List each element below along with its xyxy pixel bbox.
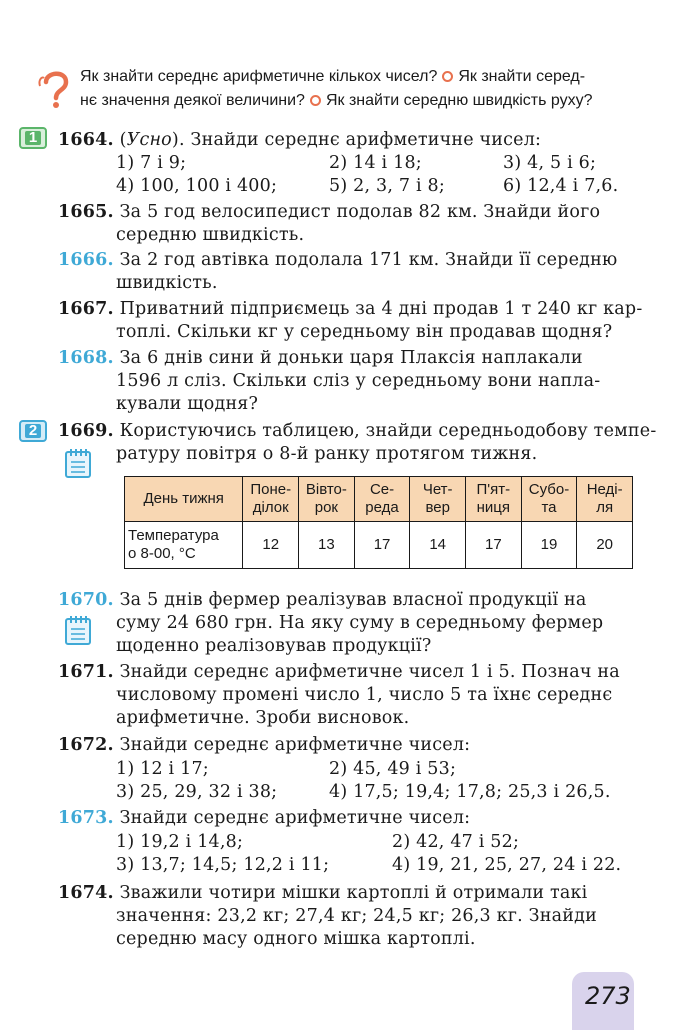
header-cell xyxy=(410,477,466,522)
text: За 6 днів сини й доньки царя Плаксія наплакали xyxy=(119,348,583,368)
day-line: ниця xyxy=(476,499,511,516)
table-cell: 19 xyxy=(521,522,577,569)
question-icon xyxy=(36,66,74,110)
day-line: Поне- xyxy=(250,481,292,498)
text: ). Знайди середнє арифметичне чисел: xyxy=(171,130,542,150)
header-cell: День тижня xyxy=(125,477,243,522)
text: топлі. Скільки кг у середньому він продавав щодня? xyxy=(116,322,613,342)
bullet-icon xyxy=(310,95,321,106)
problem-1665 xyxy=(58,201,658,247)
problem-1666 xyxy=(58,249,658,295)
intro-q2b: нє значення деякої величини? xyxy=(80,92,305,109)
text: ( xyxy=(119,130,127,150)
table-row xyxy=(125,522,633,569)
text: За 2 год автівка подолала 171 км. Знайди її середню xyxy=(119,250,618,270)
answer-item: 5) 2, 3, 7 і 8; xyxy=(329,176,445,196)
row-label-line: о 8-00, °C xyxy=(128,545,196,562)
problem-1664 xyxy=(58,129,658,152)
text: значення: 23,2 кг; 27,4 кг; 24,5 кг; 26,3 кг. Знайди xyxy=(116,906,597,926)
table-cell: 13 xyxy=(299,522,355,569)
header-cell xyxy=(243,477,299,522)
day-line: рок xyxy=(314,499,338,516)
text: Користуючись таблицею, знайди середньодобову темпе- xyxy=(119,421,657,441)
day-line: вер xyxy=(425,499,450,516)
text: Приватний підприємець за 4 дні продав 1 т 240 кг кар- xyxy=(119,299,643,319)
notebook-icon xyxy=(63,447,93,479)
problem-1674 xyxy=(58,882,658,951)
problem-number: 1672. xyxy=(58,735,114,755)
answer-item: 3) 25, 29, 32 і 38; xyxy=(116,782,278,802)
problem-1668 xyxy=(58,347,658,416)
text: Знайди середнє арифметичне чисел: xyxy=(119,735,471,755)
header-cell xyxy=(299,477,355,522)
problem-1673 xyxy=(58,807,658,830)
row-label-cell xyxy=(125,522,243,569)
table-header-row xyxy=(125,477,633,522)
text: арифметичне. Зроби висновок. xyxy=(116,708,410,728)
oral-label: Усно xyxy=(126,130,172,150)
day-line: Неді- xyxy=(586,481,623,498)
day-line: ділок xyxy=(252,499,289,516)
table-cell: 20 xyxy=(577,522,633,569)
notebook-icon xyxy=(63,614,93,646)
table-cell: 17 xyxy=(466,522,522,569)
answer-item: 4) 19, 21, 25, 27, 24 і 22. xyxy=(392,855,622,875)
problem-1670 xyxy=(58,589,658,658)
text: За 5 год велосипедист подолав 82 км. Знайди його xyxy=(119,202,601,222)
day-line: Се- xyxy=(369,481,395,498)
text: числовому промені число 1, число 5 та їхнє середнє xyxy=(116,685,613,705)
row-label-line: Температура xyxy=(128,527,219,544)
problem-number: 1674. xyxy=(58,883,114,903)
problem-1667 xyxy=(58,298,658,344)
answer-item: 2) 14 і 18; xyxy=(329,153,422,173)
intro-q3: Як знайти середню швидкість руху? xyxy=(325,92,593,109)
day-line: Субо- xyxy=(528,481,570,498)
problem-1669 xyxy=(58,420,658,466)
bullet-icon xyxy=(442,71,453,82)
problem-number: 1665. xyxy=(58,202,114,222)
text: щоденно реалізовував продукції? xyxy=(116,636,432,656)
day-line: реда xyxy=(365,499,399,516)
problem-1672 xyxy=(58,734,658,757)
answer-item: 6) 12,4 і 7,6. xyxy=(503,176,619,196)
header-cell xyxy=(466,477,522,522)
text: середню масу одного мішка картоплі. xyxy=(116,929,476,949)
problem-number: 1670. xyxy=(58,590,114,610)
problem-number: 1669. xyxy=(58,421,114,441)
problem-number: 1673. xyxy=(58,808,114,828)
day-line: та xyxy=(541,499,557,516)
text: Зважили чотири мішки картоплі й отримали такі xyxy=(119,883,588,903)
intro-q1: Як знайти середнє арифметичне кількох чисел? xyxy=(80,68,438,85)
answer-item: 1) 19,2 і 14,8; xyxy=(116,832,244,852)
answer-item: 3) 13,7; 14,5; 12,2 і 11; xyxy=(116,855,330,875)
text: середню швидкість. xyxy=(116,225,305,245)
text: Знайди середнє арифметичне чисел: xyxy=(119,808,471,828)
header-cell xyxy=(354,477,410,522)
text: швидкість. xyxy=(116,273,218,293)
problem-number: 1664. xyxy=(58,130,114,150)
level-1-icon xyxy=(19,127,47,149)
table-cell: 14 xyxy=(410,522,466,569)
day-line: П'ят- xyxy=(476,481,511,498)
page-number: 273 xyxy=(585,982,631,1010)
problem-number: 1667. xyxy=(58,299,114,319)
level-1-label: 1 xyxy=(28,129,38,146)
answer-item: 3) 4, 5 і 6; xyxy=(503,153,597,173)
day-line: Чет- xyxy=(422,481,453,498)
header-cell xyxy=(577,477,633,522)
text: ратуру повітря о 8-й ранку протягом тижня. xyxy=(116,444,538,464)
day-line: ля xyxy=(596,499,614,516)
day-line: Вівто- xyxy=(305,481,347,498)
problem-number: 1671. xyxy=(58,662,114,682)
answer-item: 1) 12 і 17; xyxy=(116,759,209,779)
problem-number: 1666. xyxy=(58,250,114,270)
intro-questions xyxy=(80,65,650,113)
answer-item: 1) 7 і 9; xyxy=(116,153,187,173)
header-cell xyxy=(521,477,577,522)
text: суму 24 680 грн. На яку суму в середньому фермер xyxy=(116,613,604,633)
intro-q2a: Як знайти серед- xyxy=(458,68,586,85)
text: 1596 л сліз. Скільки сліз у середньому вони напла- xyxy=(116,371,601,391)
level-2-icon xyxy=(19,420,47,442)
answer-item: 4) 17,5; 19,4; 17,8; 25,3 і 26,5. xyxy=(329,782,611,802)
text: Знайди середнє арифметичне чисел 1 і 5. Познач на xyxy=(119,662,620,682)
problem-1671 xyxy=(58,661,658,730)
answer-item: 2) 42, 47 і 52; xyxy=(392,832,520,852)
answer-item: 2) 45, 49 і 53; xyxy=(329,759,457,779)
text: кували щодня? xyxy=(116,394,259,414)
level-2-label: 2 xyxy=(28,422,38,439)
temperature-table xyxy=(124,476,633,569)
answer-item: 4) 100, 100 і 400; xyxy=(116,176,278,196)
table-cell: 12 xyxy=(243,522,299,569)
table-cell: 17 xyxy=(354,522,410,569)
text: За 5 днів фермер реалізував власної продукції на xyxy=(119,590,587,610)
problem-number: 1668. xyxy=(58,348,114,368)
